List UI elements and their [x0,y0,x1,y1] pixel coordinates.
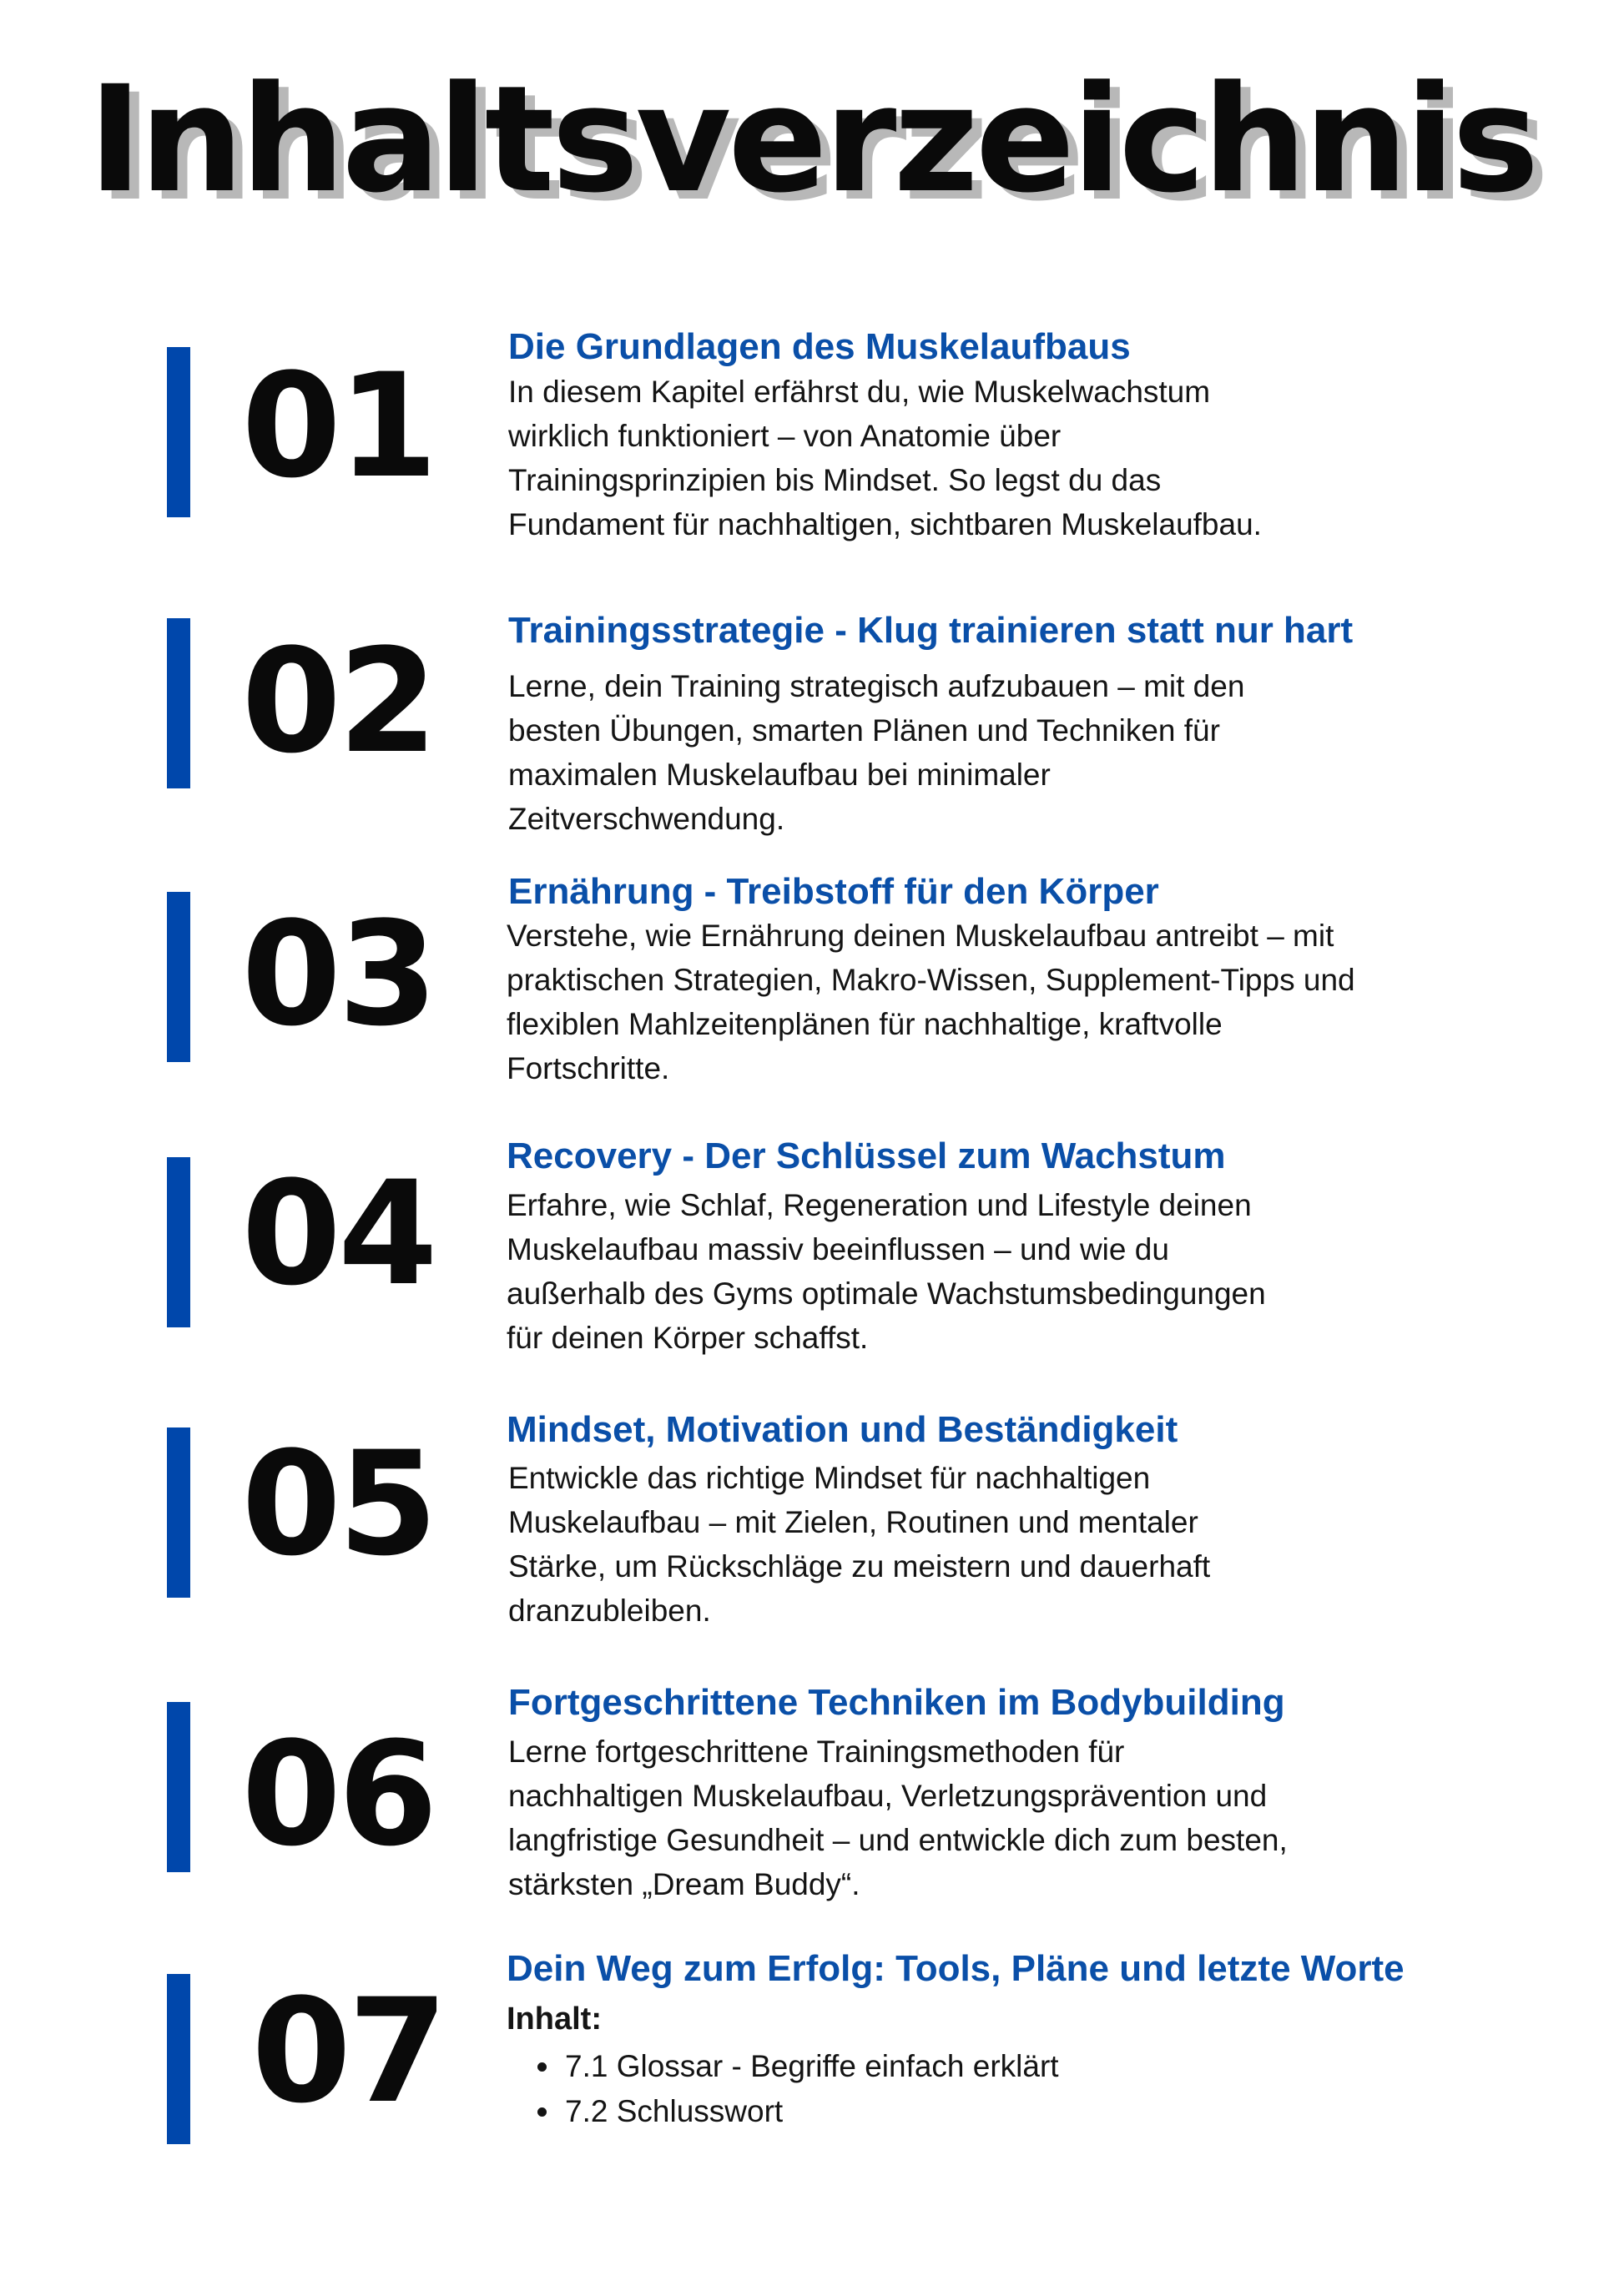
chapter-number: 07 [251,1967,445,2135]
description-line: Zeitverschwendung. [508,802,785,836]
list-item[interactable]: • 7.2 Schlusswort [562,2089,1059,2134]
contents-label: Inhalt: [507,2001,602,2037]
chapter-number: 05 [241,1420,435,1588]
chapter-heading[interactable]: Fortgeschrittene Techniken im Bodybuilding [508,1682,1285,1723]
accent-bar [167,892,190,1062]
chapter-heading[interactable]: Recovery - Der Schlüssel zum Wachstum [507,1135,1226,1176]
description-line: Lerne fortgeschrittene Trainingsmethoden für [508,1735,1125,1769]
description-line: stärksten „Dream Buddy“. [508,1867,860,1901]
description-line: Muskelaufbau – mit Zielen, Routinen und mentaler [508,1505,1198,1539]
description-line: In diesem Kapitel erfährst du, wie Muskelwachstum [508,375,1211,409]
chapter-heading[interactable]: Mindset, Motivation und Beständigkeit [507,1409,1178,1450]
description-line: maximalen Muskelaufbau bei minimaler [508,758,1051,792]
description-line: besten Übungen, smarten Plänen und Techniken für [508,713,1220,748]
description-line: praktischen Strategien, Makro-Wissen, Supplement-Tipps und [507,963,1355,997]
chapter-heading[interactable]: Die Grundlagen des Muskelaufbaus [508,326,1131,367]
description-line: nachhaltigen Muskelaufbau, Verletzungsprävention und [508,1779,1268,1813]
accent-bar [167,347,190,517]
chapter-description [507,914,1441,1090]
description-line: für deinen Körper schaffst. [507,1321,869,1355]
page-title: Inhaltsverzeichnis [88,54,1536,225]
chapter-number: 03 [241,890,435,1058]
accent-bar [167,1427,190,1598]
accent-bar [167,1702,190,1872]
description-line: Stärke, um Rückschläge zu meistern und dauerhaft [508,1549,1211,1584]
chapter-heading[interactable]: Ernährung - Treibstoff für den Körper [508,871,1159,912]
accent-bar [167,618,190,788]
list-item[interactable]: • 7.1 Glossar - Begriffe einfach erklärt [562,2044,1059,2089]
accent-bar [167,1974,190,2144]
description-line: flexiblen Mahlzeitenplänen für nachhaltige, kraftvolle [507,1007,1223,1041]
description-line: Fortschritte. [507,1051,670,1085]
description-line: außerhalb des Gyms optimale Wachstumsbedingungen [507,1276,1266,1311]
chapter-number: 06 [241,1710,435,1878]
accent-bar [167,1157,190,1327]
chapter-description [508,1730,1443,1906]
chapter-number: 01 [241,342,435,510]
chapter-number: 02 [241,617,435,785]
description-line: Trainingsprinzipien bis Mindset. So legst du das [508,463,1162,497]
chapter-description [508,370,1443,546]
description-line: Fundament für nachhaltigen, sichtbaren Muskelaufbau. [508,507,1262,541]
chapter-heading[interactable]: Dein Weg zum Erfolg: Tools, Pläne und letzte Worte [507,1948,1405,1989]
description-line: Lerne, dein Training strategisch aufzubauen – mit den [508,669,1245,703]
description-line: langfristige Gesundheit – und entwickle dich zum besten, [508,1823,1288,1857]
subchapter-list [508,2044,1059,2134]
description-line: Verstehe, wie Ernährung deinen Muskelaufbau antreibt – mit [507,919,1334,953]
description-line: Muskelaufbau massiv beeinflussen – und wie du [507,1232,1169,1266]
chapter-description [507,1183,1441,1360]
description-line: dranzubleiben. [508,1594,711,1628]
description-line: Entwickle das richtige Mindset für nachhaltigen [508,1461,1151,1495]
description-line: Erfahre, wie Schlaf, Regeneration und Lifestyle deinen [507,1188,1252,1222]
chapter-description [508,664,1443,841]
chapter-number: 04 [241,1150,435,1317]
description-line: wirklich funktioniert – von Anatomie über [508,419,1062,453]
chapter-heading[interactable]: Trainingsstrategie - Klug trainieren statt nur hart [508,610,1354,651]
chapter-description [508,1456,1443,1633]
